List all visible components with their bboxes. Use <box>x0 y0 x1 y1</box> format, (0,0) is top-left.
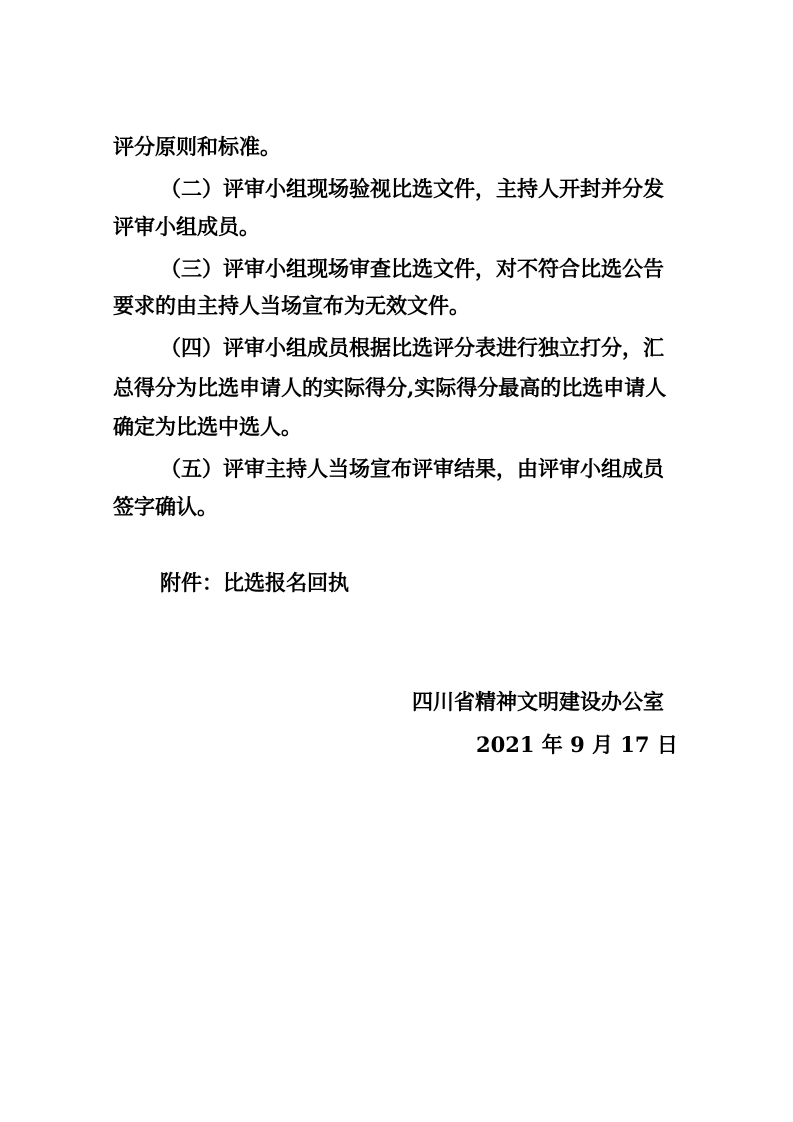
paragraph-2-line-2: 评审小组成员。 <box>113 214 260 239</box>
paragraph-3-line-1: （三）评审小组现场审查比选文件，对不符合比选公告 <box>160 256 664 281</box>
paragraph-4-line-1: （四）评审小组成员根据比选评分表进行独立打分，汇 <box>160 335 664 360</box>
issuer-name: 四川省精神文明建设办公室 <box>412 689 664 714</box>
paragraph-4-line-3: 确定为比选中选人。 <box>113 414 302 439</box>
paragraph-3-line-2: 要求的由主持人当场宣布为无效文件。 <box>113 293 470 318</box>
paragraph-4-line-2: 总得分为比选申请人的实际得分,实际得分最高的比选申请人 <box>113 375 667 400</box>
paragraph-1-line-1: 评分原则和标准。 <box>113 134 281 159</box>
issue-date: 2021 年 9 月 17 日 <box>476 732 678 757</box>
attachment-note: 附件：比选报名回执 <box>160 570 349 595</box>
paragraph-2-line-1: （二）评审小组现场验视比选文件，主持人开封并分发 <box>160 176 664 201</box>
paragraph-5-line-1: （五）评审主持人当场宣布评审结果，由评审小组成员 <box>160 456 664 481</box>
paragraph-5-line-2: 签字确认。 <box>113 494 218 519</box>
